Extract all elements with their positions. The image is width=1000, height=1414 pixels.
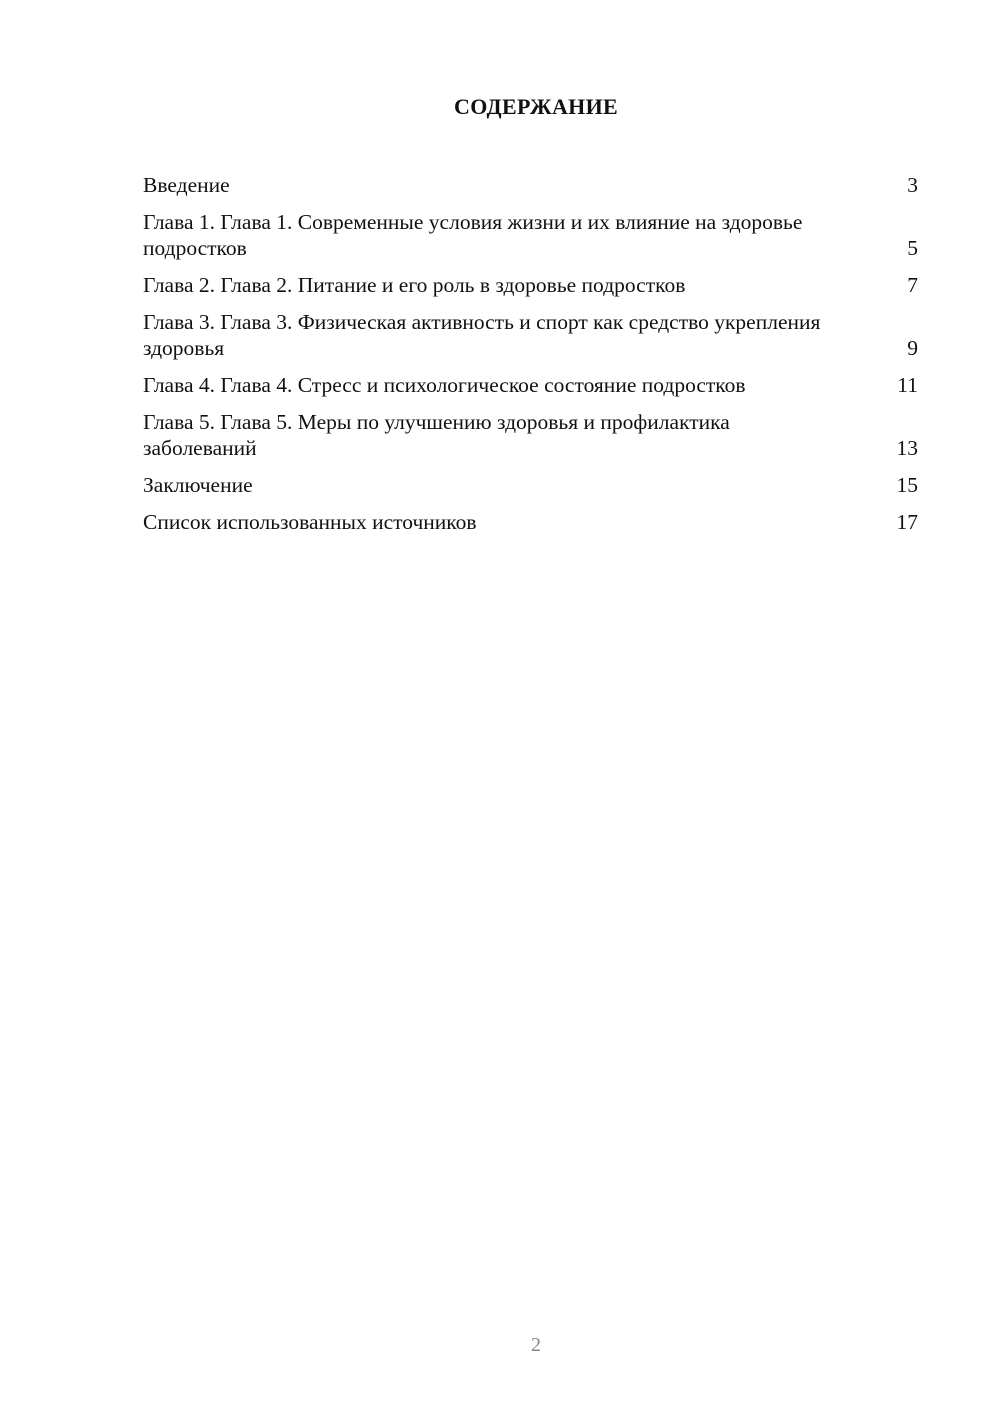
page-title: СОДЕРЖАНИЕ bbox=[454, 94, 618, 119]
toc-entry-page: 7 bbox=[907, 273, 918, 297]
toc-entry-chapter-1[interactable] bbox=[143, 209, 918, 261]
toc-entry-title: Глава 5. Глава 5. Меры по улучшению здоровья и профилактика заболеваний bbox=[143, 410, 730, 460]
toc-entry-page: 11 bbox=[897, 373, 918, 397]
toc-entry-title: Глава 4. Глава 4. Стресс и психологическое состояние подростков bbox=[143, 373, 746, 397]
toc-entry-chapter-5[interactable] bbox=[143, 409, 918, 461]
table-of-contents bbox=[143, 172, 918, 546]
toc-entry-page: 17 bbox=[896, 510, 918, 534]
toc-entry-conclusion[interactable] bbox=[143, 472, 918, 498]
toc-entry-page: 9 bbox=[907, 336, 918, 360]
toc-entry-title: Глава 1. Глава 1. Современные условия жизни и их влияние на здоровье подростков bbox=[143, 210, 803, 260]
toc-entry-chapter-4[interactable] bbox=[143, 372, 918, 398]
toc-entry-references[interactable] bbox=[143, 509, 918, 535]
toc-entry-page: 5 bbox=[907, 236, 918, 260]
toc-entry-introduction[interactable] bbox=[143, 172, 918, 198]
toc-entry-title: Введение bbox=[143, 173, 230, 197]
toc-entry-title: Глава 2. Глава 2. Питание и его роль в здоровье подростков bbox=[143, 273, 686, 297]
page-number: 2 bbox=[531, 1334, 541, 1356]
toc-entry-title: Список использованных источников bbox=[143, 510, 477, 534]
toc-entry-chapter-2[interactable] bbox=[143, 272, 918, 298]
toc-entry-page: 13 bbox=[896, 436, 918, 460]
toc-entry-page: 3 bbox=[907, 173, 918, 197]
toc-entry-title: Глава 3. Глава 3. Физическая активность и спорт как средство укрепления здоровья bbox=[143, 310, 821, 360]
toc-entry-chapter-3[interactable] bbox=[143, 309, 918, 361]
toc-entry-page: 15 bbox=[896, 473, 918, 497]
toc-entry-title: Заключение bbox=[143, 473, 253, 497]
